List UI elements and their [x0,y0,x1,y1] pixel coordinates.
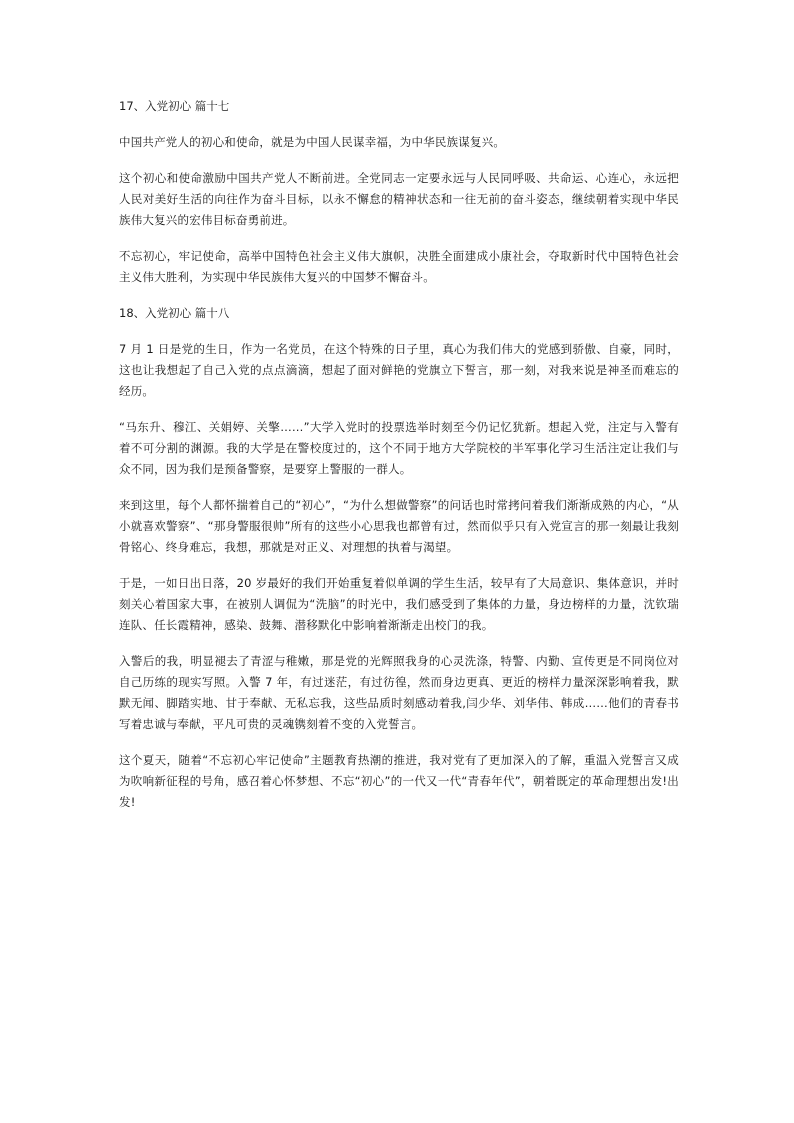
paragraph: 7 月 1 日是党的生日，作为一名党员，在这个特殊的日子里，真心为我们伟大的党感到骄傲、自豪，同时，这也让我想起了自己入党的点点滴滴，想起了面对鲜艳的党旗立下誓言，那一刻，对我来说是神圣而难忘的经历。 [119,342,679,398]
paragraph: “马东升、穆江、关娟婷、关擎……”大学入党时的投票选举时刻至今仍记忆犹新。想起入党，注定与入警有着不可分割的渊源。我的大学是在警校度过的，这个不同于地方大学院校的半军事化学习生活注定让我们与众不同，因为我们是预备警察，是要穿上警服的一群人。 [119,420,679,476]
section-heading-18: 18、入党初心 篇十八 [119,306,230,320]
paragraph: 这个夏天，随着“不忘初心牢记使命”主题教育热潮的推进，我对党有了更加深入的了解，重温入党誓言又成为吹响新征程的号角，感召着心怀梦想、不忘“初心”的一代又一代“青春年代”，朝着既定的革命理想出发!出发! [119,753,679,809]
paragraph: 入警后的我，明显褪去了青涩与稚嫩，那是党的光辉照我身的心灵洗涤，特警、内勤、宣传更是不同岗位对自己历练的现实写照。入警 7 年，有过迷茫，有过彷徨，然而身边更真、更近的榜样力量深深影响着我，默默无闻、脚踏实地、甘于奉献、无私忘我，这些品质时刻感动着我,闫少华、刘华伟、韩成……他们的青春书写着忠诚与奉献，平凡可贵的灵魂镌刻着不变的入党誓言。 [119,654,679,731]
paragraph: 于是，一如日出日落，20 岁最好的我们开始重复着似单调的学生生活，较早有了大局意识、集体意识，并时刻关心着国家大事，在被别人调侃为“洗脑”的时光中，我们感受到了集体的力量，身边榜样的力量，沈钦瑞连队、任长霞精神，感染、鼓舞、潜移默化中影响着渐渐走出校门的我。 [119,576,679,632]
paragraph: 不忘初心，牢记使命，高举中国特色社会主义伟大旗帜，决胜全面建成小康社会，夺取新时代中国特色社会主义伟大胜利，为实现中华民族伟大复兴的中国梦不懈奋斗。 [119,249,679,284]
paragraph: 中国共产党人的初心和使命，就是为中国人民谋幸福，为中华民族谋复兴。 [119,135,506,149]
section-heading-17: 17、入党初心 篇十七 [119,99,230,113]
paragraph: 来到这里，每个人都怀揣着自己的“初心”，“为什么想做警察”的问话也时常拷问着我们渐渐成熟的内心，“从小就喜欢警察”、“那身警服很帅”所有的这些小心思我也都曾有过，然而似乎只有入党宣言的那一刻最让我刻骨铭心、终身难忘，我想，那就是对正义、对理想的执着与渴望。 [119,498,679,554]
paragraph: 这个初心和使命激励中国共产党人不断前进。全党同志一定要永远与人民同呼吸、共命运、心连心，永远把人民对美好生活的向往作为奋斗目标，以永不懈怠的精神状态和一往无前的奋斗姿态，继续朝着实现中华民族伟大复兴的宏伟目标奋勇前进。 [119,171,679,227]
document-body [119,96,679,828]
